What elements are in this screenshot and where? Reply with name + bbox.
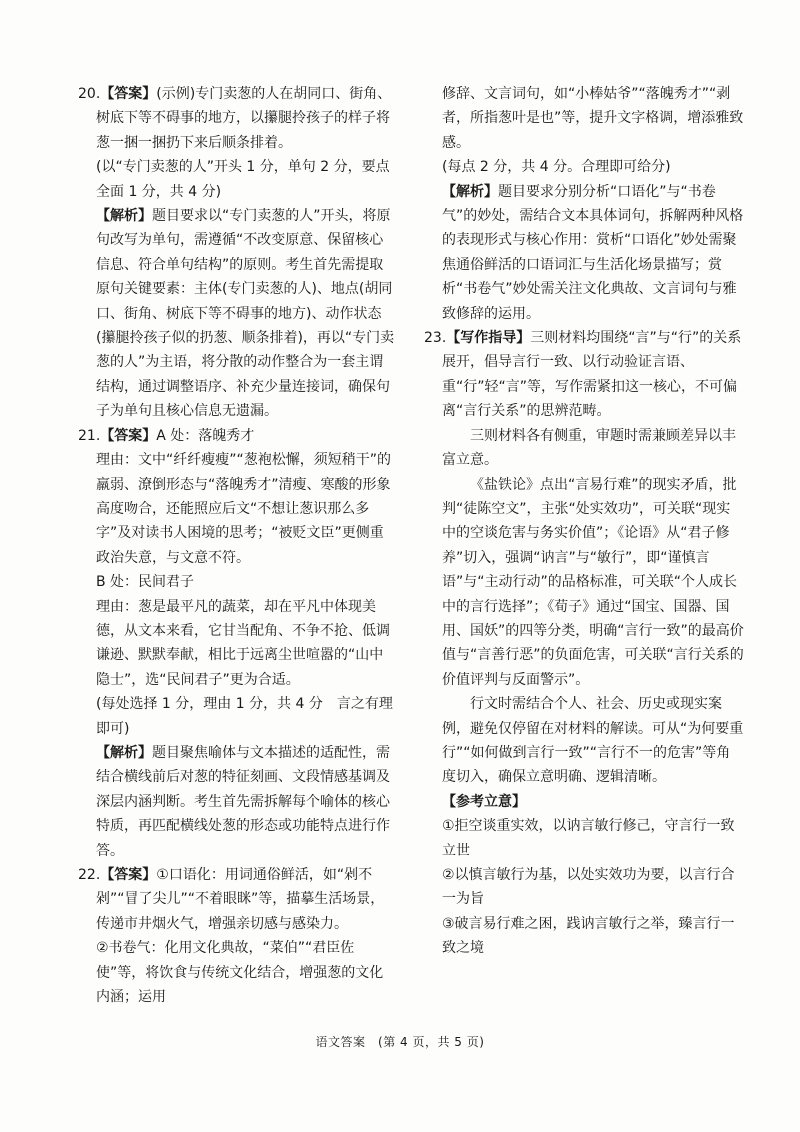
paragraph-text: 题目要求分别分析“口语化”与“书卷气”的妙处，需结合文本具体词句，拆解两种风格的表现形式与核心作用：赏析“口语化”妙处需聚焦通俗鲜活的口语词汇与生活化场景描写；赏析“书卷气”妙处需关注文化典故、文言词句与雅致修辞的运用。 bbox=[442, 183, 744, 322]
paragraph bbox=[78, 863, 396, 936]
paragraph bbox=[424, 82, 744, 155]
section-tag: 【答案】 bbox=[100, 867, 157, 883]
left-column bbox=[78, 82, 396, 1009]
paragraph-text: (以“专门卖葱的人”开头 1 分，单句 2 分，要点全面 1 分，共 4 分) bbox=[96, 159, 390, 200]
section-tag: 【答案】 bbox=[100, 86, 157, 102]
section-tag: 【写作指导】 bbox=[446, 330, 531, 347]
paragraph-text: ①拒空谈重实效，以讷言敏行修己，守言行一致立世 bbox=[442, 818, 735, 859]
right-column bbox=[424, 82, 744, 961]
paragraph-text: 三则材料各有侧重，审题时需兼顾差异以丰富立意。 bbox=[442, 427, 736, 469]
section-tag: 【解析】 bbox=[442, 183, 498, 200]
paragraph bbox=[78, 692, 396, 741]
paragraph bbox=[78, 595, 396, 693]
paragraph bbox=[424, 814, 744, 863]
paragraph bbox=[78, 448, 396, 570]
paragraph-text: 理由：葱是最平凡的蔬菜，却在平凡中体现美德，从文本来看，它甘当配角、不争不抢、低调谦逊、默默奉献，相比于远离尘世喧嚣的“山中隐士”，选“民间君子”更为合适。 bbox=[96, 598, 390, 688]
paragraph bbox=[424, 863, 744, 912]
paragraph-text: (每点 2 分，共 4 分。合理即可给分) bbox=[442, 159, 671, 176]
paragraph bbox=[424, 790, 744, 814]
paragraph bbox=[78, 936, 396, 1009]
page-footer: 语文答案 (第 4 页，共 5 页) bbox=[315, 1035, 485, 1049]
paragraph bbox=[78, 155, 396, 204]
paragraph-text: 题目聚焦喻体与文本描述的适配性，需结合横线前后对葱的特征刻画、文段情感基调及深层内涵判断。考生首先需拆解每个喻体的核心特质，再匹配横线处葱的形态或功能特点进行作答。 bbox=[96, 744, 390, 859]
paragraph bbox=[424, 180, 744, 326]
paragraph bbox=[424, 692, 744, 790]
paragraph bbox=[424, 912, 744, 961]
paragraph-text: 理由：文中“纤纤瘦瘦”“葱袍松懈，须短稍干”的羸弱、潦倒形态与“落魄秀才”清瘦、寒酸的形象高度吻合，还能照应后文“不想让葱识那么多字”及对读书人困境的思考；“被贬文臣”更侧重政治失意，与文意不符。 bbox=[96, 452, 392, 566]
section-tag: 【答案】 bbox=[100, 427, 157, 444]
paragraph bbox=[78, 82, 396, 155]
paragraph bbox=[424, 326, 744, 424]
paragraph-text: A 处：落魄秀才 bbox=[156, 427, 255, 444]
paragraph bbox=[78, 424, 396, 448]
paragraph bbox=[78, 204, 396, 424]
paragraph-text: 三则材料均围绕“言”与“行”的关系展开，倡导言行一致、以行动验证言语、重“行”轻“言”等，写作需紧扣这一核心，不可偏离“言行关系”的思辨范畴。 bbox=[442, 330, 742, 420]
paragraph-text: ③破言易行难之困，践讷言敏行之举，臻言行一致之境 bbox=[442, 915, 735, 957]
question-number: 22. bbox=[78, 867, 101, 883]
question-number: 20. bbox=[78, 86, 101, 102]
paragraph-text: 《盐铁论》点出“言易行难”的现实矛盾，批判“徒陈空文”，主张“处实效功”，可关联“现实中的空谈危害与务实价值”；《论语》从“君子修养”切入，强调“讷言”与“敏行”，即“谨慎言语”与“主动行动”的品格标准，可关联“个人成长中的言行选择”；《荀子》通过“国宝、国器、国用、国妖”的四等分类，明确“言行一致”的最高价值与“言善行恶”的负面危害，可关联“言行关系的价值评判与反面警示”。 bbox=[442, 476, 744, 688]
paragraph-text: ②书卷气：化用文化典故，“菜伯”“君臣佐使”等，将饮食与传统文化结合，增强葱的文化内涵；运用 bbox=[96, 940, 384, 1006]
section-tag: 【解析】 bbox=[96, 744, 152, 761]
paragraph bbox=[424, 155, 744, 179]
question-number: 21. bbox=[78, 427, 101, 444]
paragraph-text: (每处选择 1 分，理由 1 分，共 4 分 言之有理即可) bbox=[96, 696, 393, 737]
paragraph-text: B 处：民间君子 bbox=[96, 574, 195, 591]
paragraph-text: ①口语化：用词通俗鲜活，如“剁不剁”“冒了尖儿”“不着眼眯”等，描摹生活场景，传递市井烟火气，增强亲切感与感染力。 bbox=[96, 867, 385, 932]
paragraph-text: ②以慎言敏行为基，以处实效功为要，以言行合一为旨 bbox=[442, 867, 735, 908]
section-tag: 【参考立意】 bbox=[442, 793, 526, 810]
paragraph bbox=[78, 570, 396, 594]
paragraph-text: 行文时需结合个人、社会、历史或现实案例，避免仅停留在对材料的解读。可从“为何要重行”“如何做到言行一致”“言行不一的危害”等角度切入，确保立意明确、逻辑清晰。 bbox=[442, 696, 744, 786]
paragraph bbox=[424, 424, 744, 473]
paragraph-text: (示例)专门卖葱的人在胡同口、街角、树底下等不碍事的地方，以攥腿拎孩子的样子将葱一捆一捆扔下来后顺条排着。 bbox=[96, 86, 392, 151]
paragraph bbox=[424, 473, 744, 693]
paragraph-text: 修辞、文言词句，如“小棒姑爷”“落魄秀才”“剥者，所指葱叶是也”等，提升文字格调，增添雅致感。 bbox=[442, 86, 744, 151]
paragraph bbox=[78, 741, 396, 863]
section-tag: 【解析】 bbox=[96, 208, 152, 225]
question-number: 23. bbox=[424, 330, 447, 347]
paragraph-text: 题目要求以“专门卖葱的人”开头，将原句改写为单句，需遵循“不改变原意、保留核心信息、符合单句结构”的原则。考生首先需提取原句关键要素：主体(专门卖葱的人)、地点(胡同口、街角、树底下等不碍事的地方)、动作状态(攥腿拎孩子似的扔葱、顺条排着)，再以“专门卖葱的人”为主语，将分散的动作整合为一套主谓结构，通过调整语序、补充少量连接词，确保句子为单句且核心信息无遗漏。 bbox=[96, 208, 395, 420]
